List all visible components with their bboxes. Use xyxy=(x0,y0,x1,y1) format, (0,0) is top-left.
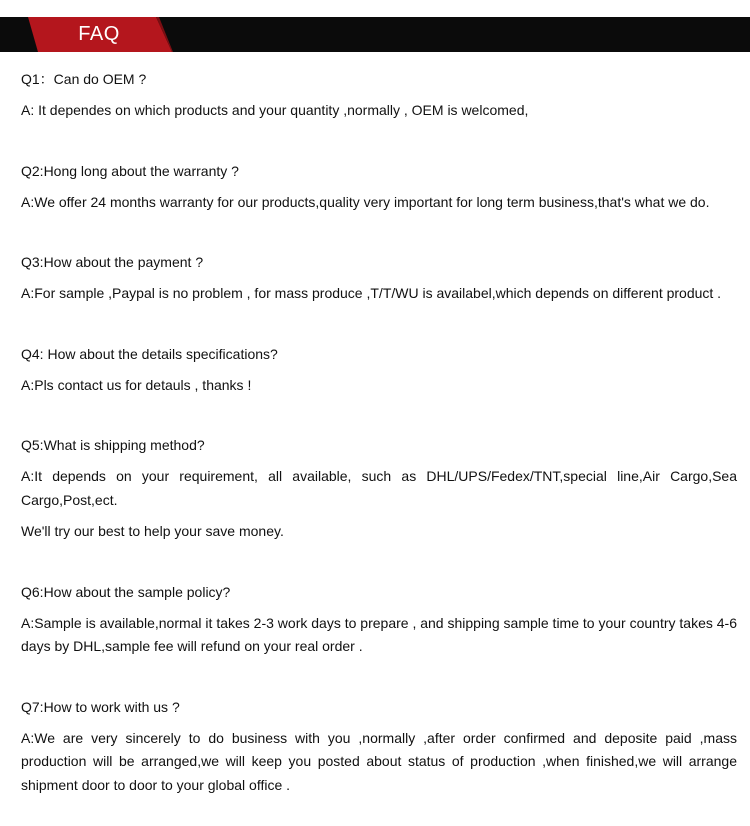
faq-list xyxy=(21,68,737,797)
faq-item-7 xyxy=(21,696,737,798)
faq-answer-6: A:Sample is available,normal it takes 2-3 work days to prepare , and shipping sample time to your country takes 4-6 days by DHL,sample fee will refund on your real order . xyxy=(21,614,737,654)
faq-question-7: Q7:How to work with us ? xyxy=(21,698,180,715)
faq-item-1 xyxy=(21,68,737,123)
faq-question-2: Q2:Hong long about the warranty ? xyxy=(21,162,239,179)
faq-item-5 xyxy=(21,434,737,544)
faq-question-4: Q4: How about the details specifications? xyxy=(21,345,278,362)
faq-answer-5-extra: We'll try our best to help your save money. xyxy=(21,523,284,539)
faq-answer-3: A:For sample ,Paypal is no problem , for mass produce ,T/T/WU is availabel,which depends on different product . xyxy=(21,285,722,301)
faq-answer-7: A:We are very sincerely to do business with you ,normally ,after order confirmed and deposite paid ,mass production will be arranged,we will keep you posted about status of production ,when finished,we will arrange shipment door to door to your global office . xyxy=(21,729,737,793)
faq-answer-1: A: It dependes on which products and your quantity ,normally , OEM is welcomed, xyxy=(21,102,529,118)
faq-question-6: Q6:How about the sample policy? xyxy=(21,583,231,600)
faq-answer-5: A:It depends on your requirement, all available, such as DHL/UPS/Fedex/TNT,special line,Air Cargo,Sea Cargo,Post,ect. xyxy=(21,468,737,508)
faq-item-6 xyxy=(21,581,737,659)
faq-header-tab xyxy=(28,17,173,52)
faq-question-1: Q1：Can do OEM ? xyxy=(21,71,147,87)
faq-question-3: Q3:How about the payment ? xyxy=(21,254,204,270)
faq-item-3 xyxy=(21,251,737,306)
faq-answer-4: A:Pls contact us for detauls , thanks ! xyxy=(21,376,252,393)
faq-title: FAQ xyxy=(78,23,120,45)
faq-item-4 xyxy=(21,343,737,398)
faq-question-5: Q5:What is shipping method? xyxy=(21,437,205,453)
faq-answer-2: A:We offer 24 months warranty for our products,quality very important for long term business,that's what we do. xyxy=(21,193,710,210)
faq-item-2 xyxy=(21,160,737,215)
